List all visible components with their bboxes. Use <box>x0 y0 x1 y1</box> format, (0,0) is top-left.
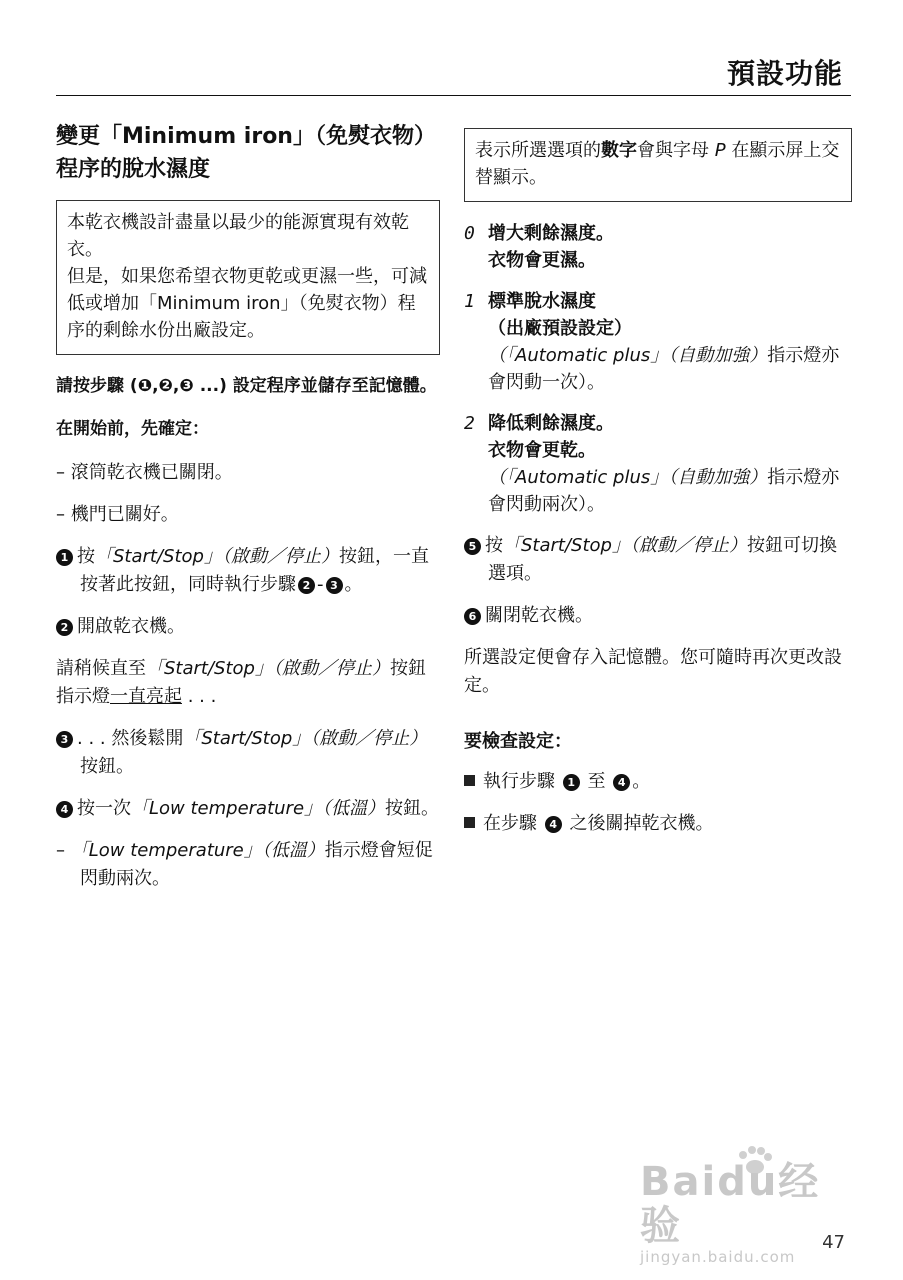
square-bullet-icon <box>464 817 475 828</box>
step-number-5-icon: 5 <box>464 538 481 555</box>
precondition-dryer-off: – 滾筒乾衣機已關閉。 <box>56 462 233 483</box>
check-item-1: 執行步驟 1 至 4 。 <box>464 768 852 796</box>
before-title: 在開始前，先確定： <box>56 419 209 439</box>
step-number-3-icon: 3 <box>56 731 73 748</box>
step-6: 6 關閉乾衣機。 <box>464 602 852 630</box>
intro-box <box>56 200 440 355</box>
step-number-3-icon: 3 <box>326 577 343 594</box>
intro-text-2: 但是，如果您希望衣物更乾或更濕一些，可減低或增加「Minimum iron」（免熨衣物）程序的剩餘水份出廠設定。 <box>67 266 427 341</box>
step-5: 5 按「Start/Stop」（啟動／停止）按鈕可切換選項。 <box>464 532 852 588</box>
step-3: 3 . . . 然後鬆開「Start/Stop」（啟動／停止）按鈕。 <box>56 725 440 781</box>
step-number-6-icon: 6 <box>464 608 481 625</box>
step-number-4-icon: 4 <box>613 774 630 791</box>
option-2: 2 降低剩餘濕度。 衣物會更乾。 （「Automatic plus」（自動加強）指示燈亦會閃動兩次）。 <box>464 410 852 518</box>
display-note-box <box>464 128 852 202</box>
step-number-4-icon: 4 <box>545 816 562 833</box>
step-1: 1 按「Start/Stop」（啟動／停止）按鈕，一直按著此按鈕，同時執行步驟 2 - 3 。 <box>56 543 440 599</box>
watermark-logo: Baidu经验 <box>640 1159 821 1249</box>
right-column <box>464 128 852 852</box>
step-number-2-icon: 2 <box>298 577 315 594</box>
page-header-title: 預設功能 <box>726 57 843 90</box>
steps-lead: 請按步驟 (❶,❷,❸ ...) 設定程序並儲存至記憶體。 <box>56 376 437 396</box>
display-note-text: 表示所選選項的數字會與字母 P 在顯示屏上交替顯示。 <box>475 140 840 188</box>
section-title: 變更「Minimum iron」（免熨衣物）程序的脫水濕度 <box>56 124 436 182</box>
step-4: 4 按一次「Low temperature」（低溫）按鈕。 <box>56 795 440 823</box>
option-key-2: 2 <box>464 413 475 434</box>
left-column <box>56 120 440 907</box>
check-item-2: 在步驟 4 之後關掉乾衣機。 <box>464 810 852 838</box>
watermark-url: jingyan.baidu.com <box>640 1248 796 1266</box>
option-key-1: 1 <box>464 291 475 312</box>
option-0: 0 增大剩餘濕度。 衣物會更濕。 <box>464 220 852 274</box>
step-2: 2 開啟乾衣機。 <box>56 613 440 641</box>
low-temp-indicator-note: – 「Low temperature」（低溫）指示燈會短促閃動兩次。 <box>56 840 433 889</box>
step-number-1-icon: 1 <box>56 549 73 566</box>
option-key-0: 0 <box>464 223 475 244</box>
check-title: 要檢查設定： <box>464 731 572 752</box>
intro-text-1: 本乾衣機設計盡量以最少的能源實現有效乾衣。 <box>67 212 409 260</box>
step-number-2-icon: 2 <box>56 619 73 636</box>
step-number-1-icon: 1 <box>563 774 580 791</box>
square-bullet-icon <box>464 775 475 786</box>
option-1: 1 標準脫水濕度 （出廠預設設定） （「Automatic plus」（自動加強）指示燈亦會閃動一次）。 <box>464 288 852 396</box>
saved-note: 所選設定便會存入記憶體。您可隨時再次更改設定。 <box>464 647 842 696</box>
wait-instruction: 請稍候直至「Start/Stop」（啟動／停止）按鈕指示燈一直亮起 . . . <box>56 658 426 707</box>
page-number: 47 <box>822 1232 845 1253</box>
step-number-4-icon: 4 <box>56 801 73 818</box>
precondition-door-closed: – 機門已關好。 <box>56 504 179 525</box>
header-rule <box>56 95 851 96</box>
